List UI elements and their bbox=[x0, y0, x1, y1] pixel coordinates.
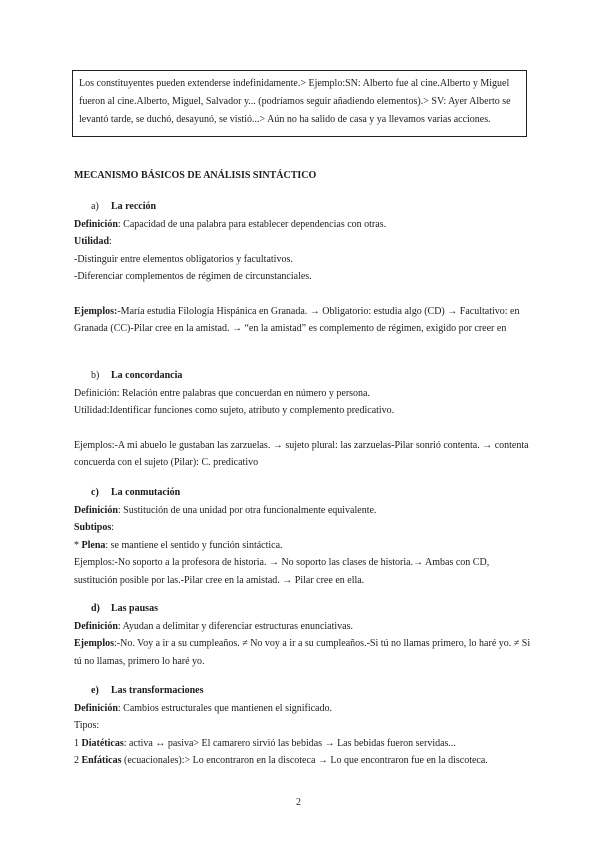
subtypes-label: Subtipos bbox=[74, 522, 112, 533]
section-title-text: Las pausas bbox=[111, 603, 158, 614]
examples-paragraph bbox=[74, 303, 534, 338]
definition-text: : Sustitución de una unidad por otra funcionalmente equivalente. bbox=[117, 504, 377, 516]
type-number: 1 bbox=[74, 737, 82, 749]
section-title bbox=[74, 198, 534, 216]
plena-text: : se mantiene el sentido y función sintáctica. bbox=[105, 539, 283, 551]
main-heading: MECANISMO BÁSICOS DE ANÁLISIS SINTÁCTICO bbox=[74, 170, 317, 181]
utility-colon: : bbox=[109, 236, 112, 247]
plena-label: Plena bbox=[81, 539, 106, 551]
section-label: d) bbox=[91, 603, 100, 614]
definition-label: Definición bbox=[74, 702, 118, 714]
type-label: Diatéticas bbox=[81, 737, 124, 749]
utility-item: -Diferenciar complementos de régimen de circunstanciales. bbox=[74, 271, 312, 282]
definition-line: Definición: Relación entre palabras que concuerdan en número y persona. bbox=[74, 387, 370, 399]
section-title-text: La concordancia bbox=[111, 370, 183, 381]
subtypes-colon: : bbox=[111, 522, 115, 533]
utility-line: Utilidad:Identificar funciones como sujeto, atributo y complemento predicativo. bbox=[74, 405, 395, 416]
plena-line bbox=[74, 537, 534, 555]
definition-text: : Capacidad de una palabra para establecer dependencias con otras. bbox=[117, 218, 387, 230]
examples-text: -María estudia Filología Hispánica en Granada. → Obligatorio: estudia algo (CD) → Facultativo: en Granada (CC)-Pilar cree en la amistad. → “en la amistad” es complemento de régimen, exigido por creer en bbox=[74, 305, 520, 334]
section-pausas bbox=[74, 600, 534, 670]
section-concordancia bbox=[74, 367, 534, 472]
utility-label: Utilidad bbox=[74, 236, 110, 247]
section-label: e) bbox=[91, 685, 99, 696]
examples-paragraph: Ejemplos:-A mi abuelo le gustaban las zarzuelas. → sujeto plural: las zarzuelas-Pilar sonrió contenta. → contenta concuerda con el sujeto (Pilar): C. predicativo bbox=[74, 439, 529, 468]
definition-line bbox=[74, 618, 534, 636]
spacer bbox=[74, 420, 534, 437]
examples-paragraph: Ejemplos:-No soporto a la profesora de historia. → No soporto las clases de historia.→ Ambas con CD, sustitución posible por las.-Pilar cree en la amistad. → Pilar cree en ella. bbox=[74, 557, 490, 586]
intro-box-text: Los constituyentes pueden extenderse indefinidamente.> Ejemplo:SN: Alberto fue al cine.Alberto y Miguel fueron al cine.Alberto, Miguel, Salvador y... (podríamos seguir añadiendo elementos).> SV: Ayer Alberto se levantó tarde, se duchó, desayunó, se vistió...> Aún no ha salido de casa y ya llevamos varias acciones. bbox=[79, 78, 511, 125]
examples-paragraph bbox=[74, 635, 534, 670]
section-conmutacion bbox=[74, 484, 534, 589]
section-title-text: La conmutación bbox=[111, 487, 181, 498]
definition-label: Definición bbox=[74, 620, 118, 632]
section-title bbox=[74, 484, 534, 502]
intro-box bbox=[72, 70, 527, 137]
types-label: Tipos: bbox=[74, 720, 100, 731]
page-number: 2 bbox=[296, 797, 301, 808]
definition-line bbox=[74, 216, 534, 234]
definition-label: Definición bbox=[74, 504, 118, 516]
type-item-enfaticas bbox=[74, 752, 534, 770]
subtypes-line bbox=[74, 519, 534, 537]
definition-text: : Ayudan a delimitar y diferenciar estructuras enunciativas. bbox=[117, 620, 353, 632]
utility-item: -Distinguir entre elementos obligatorios y facultativos. bbox=[74, 253, 293, 265]
section-title bbox=[74, 367, 534, 385]
section-title-text: La rección bbox=[111, 201, 157, 212]
section-label: a) bbox=[91, 201, 99, 212]
spacer bbox=[74, 286, 534, 303]
examples-text: :-No. Voy a ir a su cumpleaños. ≠ No voy a ir a su cumpleaños.-Si tú no llamas primero, lo haré yo. ≠ Si tú no llamas, primero lo haré yo. bbox=[74, 638, 531, 667]
definition-line bbox=[74, 502, 534, 520]
type-label: Enfáticas bbox=[81, 755, 122, 766]
bullet-asterisk: * bbox=[74, 539, 82, 551]
section-reccion bbox=[74, 198, 534, 338]
definition-text: : Cambios estructurales que mantienen el significado. bbox=[117, 702, 332, 714]
section-label: b) bbox=[91, 370, 100, 381]
examples-label: Ejemplos bbox=[74, 638, 114, 649]
section-title bbox=[74, 600, 534, 618]
type-text: : activa ↔ pasiva> El camarero sirvió las bebidas → Las bebidas fueron servidas... bbox=[123, 737, 456, 749]
utility-line bbox=[74, 233, 534, 251]
type-item-diateticas bbox=[74, 735, 534, 753]
type-text: (ecuacionales):> Lo encontraron en la discoteca → Lo que encontraron fue en la discoteca. bbox=[121, 755, 488, 766]
section-label: c) bbox=[91, 487, 99, 498]
definition-line bbox=[74, 700, 534, 718]
type-number: 2 bbox=[74, 755, 82, 766]
section-title bbox=[74, 682, 534, 700]
section-transformaciones bbox=[74, 682, 534, 770]
definition-label: Definición bbox=[74, 218, 118, 230]
section-title-text: Las transformaciones bbox=[111, 685, 204, 696]
examples-label: Ejemplos: bbox=[74, 305, 118, 317]
